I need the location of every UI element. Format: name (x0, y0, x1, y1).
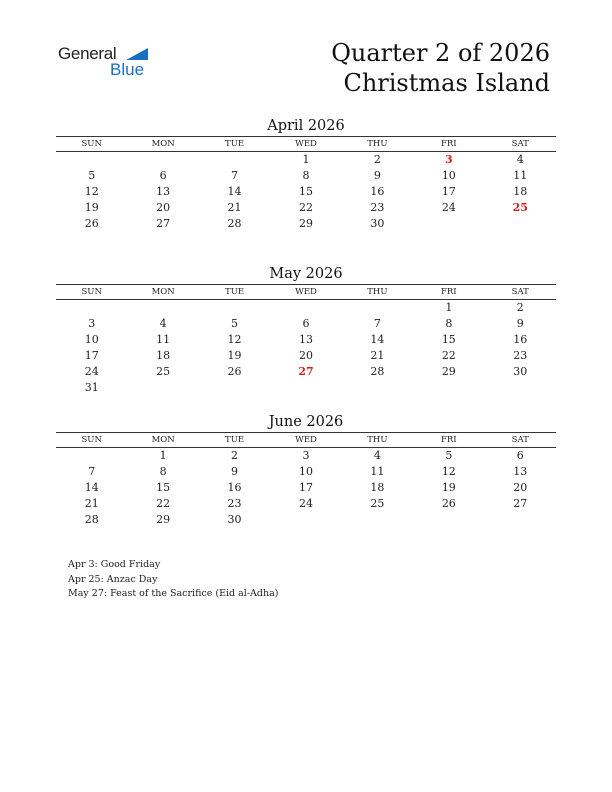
day-cell (270, 300, 341, 316)
weekday-label: SUN (81, 435, 102, 445)
day-cell: 3 (88, 317, 96, 330)
day-cell: 20 (513, 481, 528, 494)
day-cell (127, 300, 198, 316)
day-cell (270, 380, 341, 396)
day-cell: 12 (441, 465, 456, 478)
weekday-label: SAT (511, 287, 529, 297)
day-cell: 11 (513, 169, 528, 182)
day-cell: 15 (441, 333, 456, 346)
day-cell (485, 512, 556, 528)
weekday-label: MON (151, 139, 175, 149)
month-calendar (56, 117, 556, 232)
day-cell: 30 (513, 365, 528, 378)
day-cell: 24 (298, 497, 313, 510)
month-calendar (56, 413, 556, 528)
week-row (56, 348, 556, 364)
day-cell: 29 (441, 365, 456, 378)
day-cell: 1 (302, 153, 310, 166)
day-cell: 30 (370, 217, 385, 230)
day-cell: 6 (516, 449, 524, 462)
day-cell: 14 (84, 481, 99, 494)
day-cell: 16 (513, 333, 528, 346)
day-cell: 5 (445, 449, 453, 462)
week-row (56, 152, 556, 168)
day-cell: 19 (84, 201, 99, 214)
week-row (56, 512, 556, 528)
day-cell: 20 (298, 349, 313, 362)
day-cell: 10 (441, 169, 456, 182)
day-cell: 26 (227, 365, 242, 378)
day-cell: 17 (298, 481, 313, 494)
weekday-label: SUN (81, 139, 102, 149)
week-row (56, 464, 556, 480)
day-cell: 27 (298, 365, 314, 378)
day-cell: 18 (370, 481, 385, 494)
day-cell: 12 (84, 185, 99, 198)
day-cell: 3 (302, 449, 310, 462)
day-cell (56, 300, 127, 316)
day-cell: 16 (227, 481, 242, 494)
day-cell (127, 152, 198, 168)
day-cell: 28 (227, 217, 242, 230)
day-cell: 6 (302, 317, 310, 330)
day-cell: 8 (159, 465, 167, 478)
day-cell (485, 216, 556, 232)
day-cell (342, 512, 413, 528)
weekday-label: FRI (440, 435, 457, 445)
day-cell: 23 (227, 497, 242, 510)
day-cell: 22 (156, 497, 171, 510)
day-cell: 21 (84, 497, 99, 510)
logo-blue-text: Blue (110, 60, 145, 79)
week-row (56, 216, 556, 232)
day-cell: 25 (370, 497, 385, 510)
day-cell: 12 (227, 333, 242, 346)
day-cell: 21 (227, 201, 242, 214)
day-cell: 13 (298, 333, 313, 346)
day-cell: 25 (156, 365, 171, 378)
page-title (331, 38, 550, 98)
day-cell: 28 (370, 365, 385, 378)
day-cell: 29 (298, 217, 313, 230)
weekday-label: MON (151, 435, 175, 445)
day-cell: 14 (227, 185, 242, 198)
day-cell: 2 (516, 301, 524, 314)
day-cell: 28 (84, 513, 99, 526)
weekday-label: THU (367, 287, 388, 297)
day-cell: 4 (159, 317, 167, 330)
day-cell: 31 (84, 381, 99, 394)
week-row (56, 364, 556, 380)
weekday-label: FRI (440, 287, 457, 297)
day-cell: 2 (231, 449, 239, 462)
weekday-label: WED (295, 139, 317, 149)
day-cell: 26 (441, 497, 456, 510)
day-cell (127, 380, 198, 396)
day-cell: 16 (370, 185, 385, 198)
week-row (56, 316, 556, 332)
week-row (56, 168, 556, 184)
day-cell: 15 (298, 185, 313, 198)
holiday-note: Apr 25: Anzac Day (68, 573, 158, 585)
day-cell: 23 (370, 201, 385, 214)
day-cell: 7 (373, 317, 381, 330)
day-cell: 8 (302, 169, 310, 182)
generalblue-logo (58, 44, 158, 84)
day-cell (56, 448, 127, 464)
holiday-notes (68, 558, 278, 602)
day-cell (270, 512, 341, 528)
weekday-label: WED (295, 287, 317, 297)
weekday-header (56, 432, 556, 448)
month-title: April 2026 (267, 118, 345, 134)
day-cell: 23 (513, 349, 528, 362)
day-cell: 5 (88, 169, 96, 182)
day-cell: 11 (156, 333, 171, 346)
day-cell: 7 (231, 169, 239, 182)
day-cell: 19 (441, 481, 456, 494)
day-cell: 10 (298, 465, 313, 478)
week-row (56, 380, 556, 396)
weekday-header (56, 284, 556, 300)
weekday-label: SUN (81, 287, 102, 297)
country-title: Christmas Island (343, 69, 550, 97)
day-cell: 1 (445, 301, 453, 314)
month-calendar (56, 265, 556, 396)
day-cell: 17 (84, 349, 99, 362)
month-title: June 2026 (268, 414, 344, 430)
weekday-label: FRI (440, 139, 457, 149)
day-cell: 20 (156, 201, 171, 214)
week-row (56, 200, 556, 216)
day-cell: 29 (156, 513, 171, 526)
day-cell: 25 (512, 201, 528, 214)
day-cell: 27 (513, 497, 528, 510)
day-cell: 13 (513, 465, 528, 478)
month-title: May 2026 (269, 266, 343, 282)
week-row (56, 496, 556, 512)
day-cell: 5 (231, 317, 239, 330)
day-cell: 14 (370, 333, 385, 346)
day-cell (413, 512, 484, 528)
day-cell: 13 (156, 185, 171, 198)
day-cell: 3 (444, 153, 453, 166)
day-cell: 18 (156, 349, 171, 362)
day-cell (199, 300, 270, 316)
day-cell: 4 (516, 153, 524, 166)
day-cell (485, 380, 556, 396)
weekday-label: MON (151, 287, 175, 297)
day-cell: 17 (441, 185, 456, 198)
day-cell: 4 (373, 449, 381, 462)
day-cell: 8 (445, 317, 453, 330)
weekday-label: SAT (511, 139, 529, 149)
day-cell (56, 152, 127, 168)
day-cell: 21 (370, 349, 385, 362)
day-cell (413, 216, 484, 232)
day-cell: 9 (231, 465, 239, 478)
weekday-label: THU (367, 435, 388, 445)
weekday-header (56, 136, 556, 152)
day-cell: 22 (298, 201, 313, 214)
day-cell (342, 300, 413, 316)
logo-triangle-icon (126, 48, 148, 60)
day-cell (199, 380, 270, 396)
day-cell: 1 (159, 449, 167, 462)
day-cell: 30 (227, 513, 242, 526)
weekday-label: WED (295, 435, 317, 445)
weekday-label: SAT (511, 435, 529, 445)
week-row (56, 300, 556, 316)
weekday-label: TUE (225, 435, 245, 445)
weekday-label: THU (367, 139, 388, 149)
weekday-label: TUE (225, 139, 245, 149)
day-cell: 15 (156, 481, 171, 494)
day-cell: 24 (84, 365, 99, 378)
week-row (56, 480, 556, 496)
weekday-label: TUE (225, 287, 245, 297)
day-cell: 6 (159, 169, 167, 182)
week-row (56, 184, 556, 200)
holiday-note: May 27: Feast of the Sacrifice (Eid al-Adha) (68, 588, 279, 599)
week-row (56, 332, 556, 348)
day-cell: 27 (156, 217, 171, 230)
day-cell: 10 (84, 333, 99, 346)
day-cell: 9 (516, 317, 524, 330)
holiday-note: Apr 3: Good Friday (68, 559, 161, 570)
day-cell: 26 (84, 217, 99, 230)
day-cell: 22 (441, 349, 456, 362)
day-cell: 11 (370, 465, 385, 478)
day-cell (199, 152, 270, 168)
day-cell: 2 (373, 153, 381, 166)
day-cell (413, 380, 484, 396)
week-row (56, 448, 556, 464)
day-cell: 9 (373, 169, 381, 182)
logo-general-text: General (58, 44, 117, 63)
day-cell (342, 380, 413, 396)
day-cell: 18 (513, 185, 528, 198)
day-cell: 24 (441, 201, 456, 214)
day-cell: 7 (88, 465, 96, 478)
day-cell: 19 (227, 349, 242, 362)
quarter-title: Quarter 2 of 2026 (331, 39, 550, 67)
